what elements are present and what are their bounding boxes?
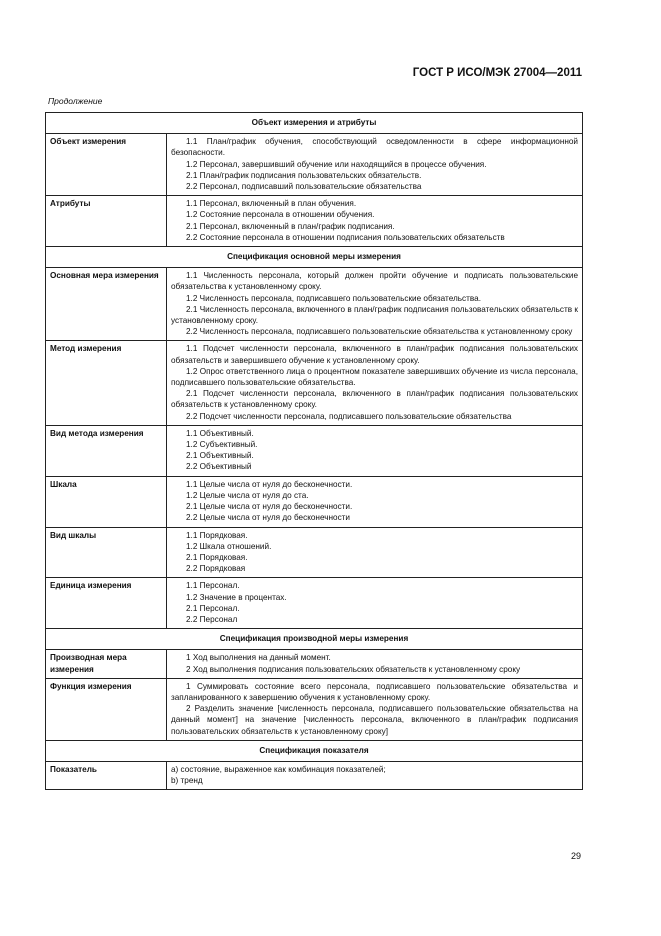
content-line: 2.1 Численность персонала, включенного в план/график подписания пользовательских обязательств к установленному сроку. xyxy=(171,304,578,326)
row-label: Вид шкалы xyxy=(46,527,167,578)
section-title: Спецификация основной меры измерения xyxy=(46,247,583,268)
row-content xyxy=(167,196,583,247)
content-line: 2.2 Персонал xyxy=(186,614,238,624)
content-line: 1.1 Объективный. xyxy=(186,428,254,438)
row-content xyxy=(167,425,583,476)
row-content xyxy=(167,268,583,341)
table-row xyxy=(46,527,583,578)
row-label: Функция измерения xyxy=(46,678,167,740)
content-line: 2.1 Персонал. xyxy=(186,603,240,613)
row-label: Шкала xyxy=(46,476,167,527)
content-line: 1.2 Значение в процентах. xyxy=(186,592,287,602)
row-content xyxy=(167,761,583,789)
content-line: 2.2 Порядковая xyxy=(186,564,246,574)
content-line: 1.1 Численность персонала, который должен пройти обучение и подписать пользовательские обязательства к установленному сроку. xyxy=(171,271,578,292)
row-label: Показатель xyxy=(46,761,167,789)
row-label: Единица измерения xyxy=(46,578,167,629)
content-line: 2.2 Персонал, подписавший пользовательские обязательства xyxy=(186,182,422,192)
table-row xyxy=(46,268,583,341)
table-row xyxy=(46,425,583,476)
section-title: Спецификация производной меры измерения xyxy=(46,629,583,650)
row-content xyxy=(167,476,583,527)
section-title: Объект измерения и атрибуты xyxy=(46,113,583,134)
content-line: 2.2 Подсчет численности персонала, подписавшего пользовательские обязательства xyxy=(186,411,512,421)
content-line: b) тренд xyxy=(171,776,203,786)
document-code: ГОСТ Р ИСО/МЭК 27004—2011 xyxy=(412,67,582,79)
content-line: 1.1 Целые числа от нуля до бесконечности. xyxy=(186,479,353,489)
content-line: 2.2 Численность персонала, подписавшего пользовательские обязательства к установленному сроку xyxy=(186,327,573,337)
content-line: 1.2 Персонал, завершивший обучение или находящийся в процессе обучения. xyxy=(186,159,487,169)
table-row xyxy=(46,678,583,740)
content-line: 1.2 Опрос ответственного лица о процентном показателе завершивших обучение из числа персонала, подписавшего пользовательские обязательства. xyxy=(171,366,578,388)
content-line: 2.1 Объективный. xyxy=(186,451,254,461)
content-line: 2.2 Целые числа от нуля до бесконечности xyxy=(186,513,350,523)
content-line: 1.1 Подсчет численности персонала, включенного в план/график подписания пользовательских обязательств и завершившего обучение к установленному сроку. xyxy=(171,344,578,365)
row-content xyxy=(167,527,583,578)
row-label: Атрибуты xyxy=(46,196,167,247)
content-line: 2.1 Целые числа от нуля до бесконечности. xyxy=(186,502,353,512)
content-line: 2.2 Состояние персонала в отношении подписания пользовательских обязательств xyxy=(186,232,505,242)
table-row xyxy=(46,578,583,629)
row-content xyxy=(167,678,583,740)
row-label: Метод измерения xyxy=(46,341,167,425)
content-line: 1.2 Состояние персонала в отношении обучения. xyxy=(186,210,375,220)
row-label: Объект измерения xyxy=(46,134,167,196)
content-line: 1.1 Персонал, включенный в план обучения. xyxy=(186,199,357,209)
table-row xyxy=(46,134,583,196)
specification-table xyxy=(45,112,583,790)
row-content xyxy=(167,341,583,425)
content-line: 2 Ход выполнения подписания пользовательских обязательств к установленному сроку xyxy=(186,664,521,674)
table-row xyxy=(46,476,583,527)
content-line: 1.1 Порядковая. xyxy=(186,530,248,540)
continuation-label: Продолжение xyxy=(48,96,103,106)
content-line: 1.2 Шкала отношений. xyxy=(186,541,272,551)
section-header-row xyxy=(46,113,583,134)
content-line: 2.1 Персонал, включенный в план/график подписания. xyxy=(186,221,395,231)
row-label: Основная мера измерения xyxy=(46,268,167,341)
content-line: 2 Разделить значение [численность персонала, подписавшего пользовательские обязательства на данный момент] на значение [численность персонала, включенного в план/график подписания пользовательских обязательств к установленному сроку] xyxy=(171,704,578,736)
content-line: 1.2 Субъективный. xyxy=(186,440,258,450)
table-row xyxy=(46,761,583,789)
content-line: a) состояние, выраженное как комбинация показателей; xyxy=(171,764,386,774)
content-line: 2.1 Порядковая. xyxy=(186,552,248,562)
row-content xyxy=(167,650,583,678)
content-line: 1 Ход выполнения на данный момент. xyxy=(186,653,331,663)
row-content xyxy=(167,134,583,196)
table-row xyxy=(46,650,583,678)
table-row xyxy=(46,341,583,425)
table-row xyxy=(46,196,583,247)
content-line: 2.1 План/график подписания пользовательских обязательств. xyxy=(186,170,422,180)
content-line: 1.2 Численность персонала, подписавшего пользовательские обязательства. xyxy=(186,293,481,303)
row-label: Производная мера измерения xyxy=(46,650,167,678)
row-content xyxy=(167,578,583,629)
content-line: 1.1 План/график обучения, способствующий осведомленности в сфере информационной безопасности. xyxy=(171,137,578,158)
page-number: 29 xyxy=(570,851,581,861)
section-header-row xyxy=(46,629,583,650)
section-header-row xyxy=(46,247,583,268)
section-header-row xyxy=(46,740,583,761)
section-title: Спецификация показателя xyxy=(46,740,583,761)
content-line: 1 Суммировать состояние всего персонала, подписавшего пользовательские обязательства и запланированного к завершению обучения к установленному сроку. xyxy=(171,681,578,702)
content-line: 1.1 Персонал. xyxy=(186,581,240,591)
content-line: 1.2 Целые числа от нуля до ста. xyxy=(186,490,309,500)
content-line: 2.2 Объективный xyxy=(186,462,252,472)
row-label: Вид метода измерения xyxy=(46,425,167,476)
content-line: 2.1 Подсчет численности персонала, включенного в план/график подписания пользовательских обязательств к установленному сроку. xyxy=(171,389,578,410)
